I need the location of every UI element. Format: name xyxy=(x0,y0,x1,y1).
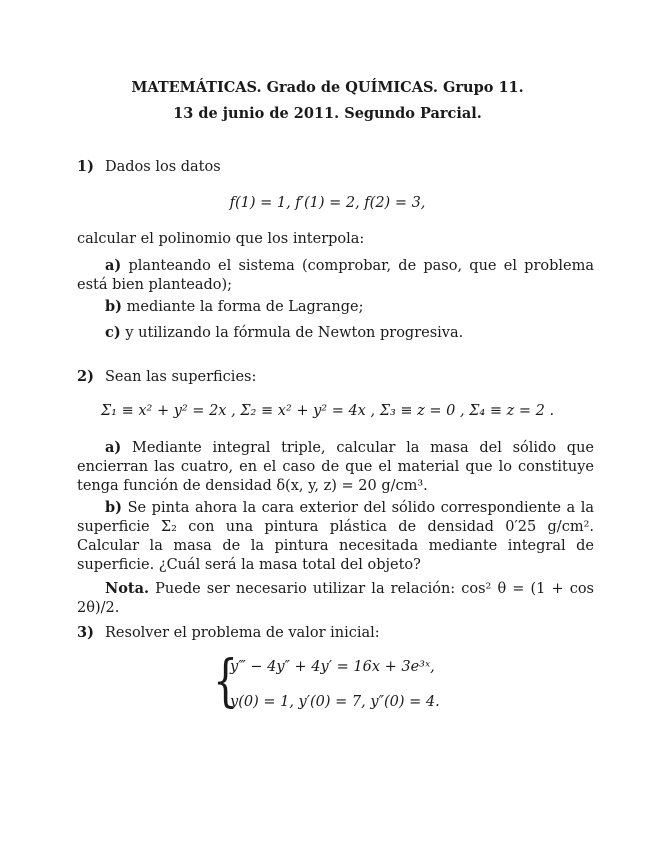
problem-1-header xyxy=(77,157,597,177)
problem-2-note-text: Puede ser necesario utilizar la relación: cos² θ = (1 + cos 2θ)/2. xyxy=(77,581,595,616)
problem-2-header xyxy=(77,367,597,387)
problem-2-part-b xyxy=(77,498,594,575)
problem-2-a-text: Mediante integral triple, calcular la masa del sólido que encierran las cuatro, en el caso de que el material que lo constituye tenga función de densidad δ(x, y, z) = 20 g/cm³. xyxy=(77,440,594,494)
problem-1-c-label: c) xyxy=(105,324,121,341)
problem-2-a-label: a) xyxy=(105,439,122,456)
problem-3-header xyxy=(77,623,597,643)
problem-1-a-text: planteando el sistema (comprobar, de paso, que el problema está bien planteado); xyxy=(77,258,595,293)
problem-1-number: 1) xyxy=(77,158,94,175)
problem-1-b-label: b) xyxy=(105,298,122,315)
problem-1-a-label: a) xyxy=(105,257,122,274)
problem-3-number: 3) xyxy=(77,624,94,641)
problem-1-intro: Dados los datos xyxy=(105,159,221,175)
problem-2-part-a xyxy=(77,438,594,496)
problem-3-ode: y‴ − 4y″ + 4y′ = 16x + 3e³ˣ, xyxy=(230,659,435,675)
problem-2-note xyxy=(77,579,594,618)
problem-2-intro: Sean las superficies: xyxy=(105,369,257,385)
problem-2-note-label: Nota. xyxy=(105,580,150,597)
problem-1-task: calcular el polinomio que los interpola: xyxy=(77,231,365,247)
problem-1-equation: f(1) = 1, f′(1) = 2, f(2) = 3, xyxy=(229,195,426,211)
problem-1-c-text: y utilizando la fórmula de Newton progresiva. xyxy=(125,325,464,341)
problem-2-surfaces: Σ₁ ≡ x² + y² = 2x , Σ₂ ≡ x² + y² = 4x , Σ₃ ≡ z = 0 , Σ₄ ≡ z = 2 . xyxy=(100,403,555,419)
exam-title: MATEMÁTICAS. Grado de QUÍMICAS. Grupo 11. xyxy=(131,79,524,96)
problem-3-intro: Resolver el problema de valor inicial: xyxy=(105,625,380,641)
exam-subtitle: 13 de junio de 2011. Segundo Parcial. xyxy=(173,105,482,122)
problem-1-b-text: mediante la forma de Lagrange; xyxy=(126,299,364,315)
problem-1-part-b xyxy=(77,297,594,317)
problem-2-b-label: b) xyxy=(105,499,122,516)
problem-1-part-c xyxy=(77,323,594,343)
problem-2-number: 2) xyxy=(77,368,94,385)
problem-1-part-a xyxy=(77,256,594,295)
system-brace-icon: { xyxy=(213,649,238,714)
problem-3-initial-conditions: y(0) = 1, y′(0) = 7, y″(0) = 4. xyxy=(230,694,440,710)
problem-2-b-text: Se pinta ahora la cara exterior del sólido correspondiente a la superficie Σ₂ con una pintura plástica de densidad 0′25 g/cm². Calcular la masa de la pintura necesitada mediante integral de superficie. ¿Cuál será la masa total del objeto? xyxy=(77,500,595,573)
